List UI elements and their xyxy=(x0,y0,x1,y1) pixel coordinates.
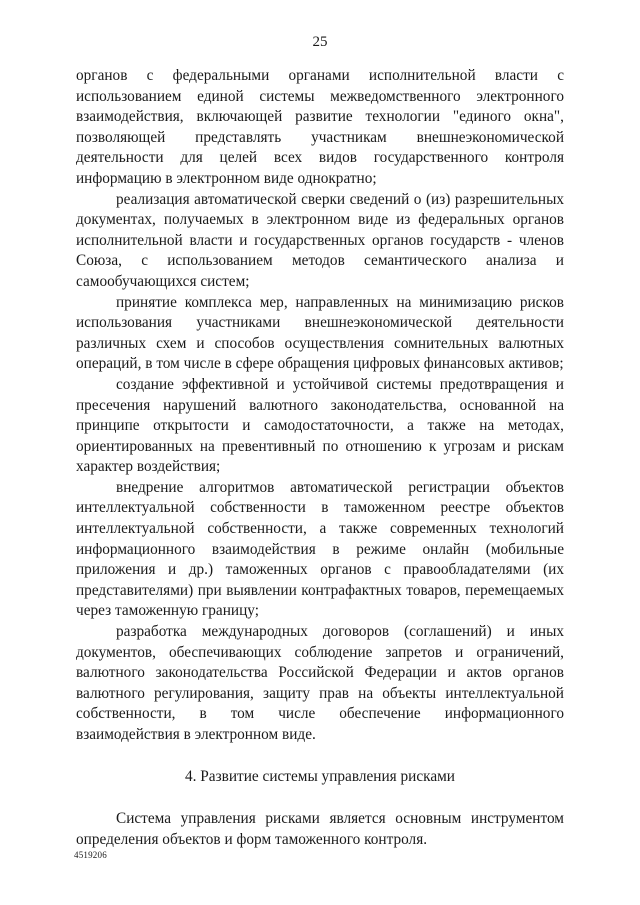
section-heading: 4. Развитие системы управления рисками xyxy=(185,767,455,785)
paragraph-1: органов с федеральными органами исполнительной власти с использованием единой системы межведомственного электронного взаимодействия, включающей развитие технологии "единого окна", позволяющей представлять участникам внешнеэкономической деятельности для целей всех видов государственного контроля информацию в электронном виде однократно; xyxy=(76,67,564,187)
page-body xyxy=(76,66,564,850)
section-paragraph-1: Система управления рисками является основным инструментом определения объектов и форм таможенного контроля. xyxy=(76,810,564,848)
paragraph-5: внедрение алгоритмов автоматической регистрации объектов интеллектуальной собственности в таможенном реестре объектов интеллектуальной собственности, а также современных технологий информационного взаимодействия в режиме онлайн (мобильные приложения и др.) таможенных органов с правообладателями (их представителями) при выявлении контрафактных товаров, перемещаемых через таможенную границу; xyxy=(76,478,564,620)
document-id: 4519206 xyxy=(74,850,107,860)
paragraph-3: принятие комплекса мер, направленных на минимизацию рисков использования участниками внешнеэкономической деятельности различных схем и способов осуществления сомнительных валютных операций, в том числе в сфере обращения цифровых финансовых активов; xyxy=(76,293,564,373)
paragraph-2: реализация автоматической сверки сведений о (из) разрешительных документах, получаемых в электронном виде из федеральных органов исполнительной власти и государственных органов государств - членов Союза, с использованием методов семантического анализа и самообучающихся систем; xyxy=(76,190,564,290)
page-number: 25 xyxy=(312,34,328,50)
paragraph-4: создание эффективной и устойчивой системы предотвращения и пресечения нарушений валютного законодательства, основанной на принципе открытости и самодостаточности, а также на методах, ориентированных на превентивный по отношению к угрозам и рискам характер воздействия; xyxy=(76,375,564,476)
paragraph-6: разработка международных договоров (соглашений) и иных документов, обеспечивающих соблюдение запретов и ограничений, валютного законодательства Российской Федерации и актов органов валютного регулирования, защиту прав на объекты интеллектуальной собственности, в том числе обеспечение информационного взаимодействия в электронном виде. xyxy=(76,623,564,743)
